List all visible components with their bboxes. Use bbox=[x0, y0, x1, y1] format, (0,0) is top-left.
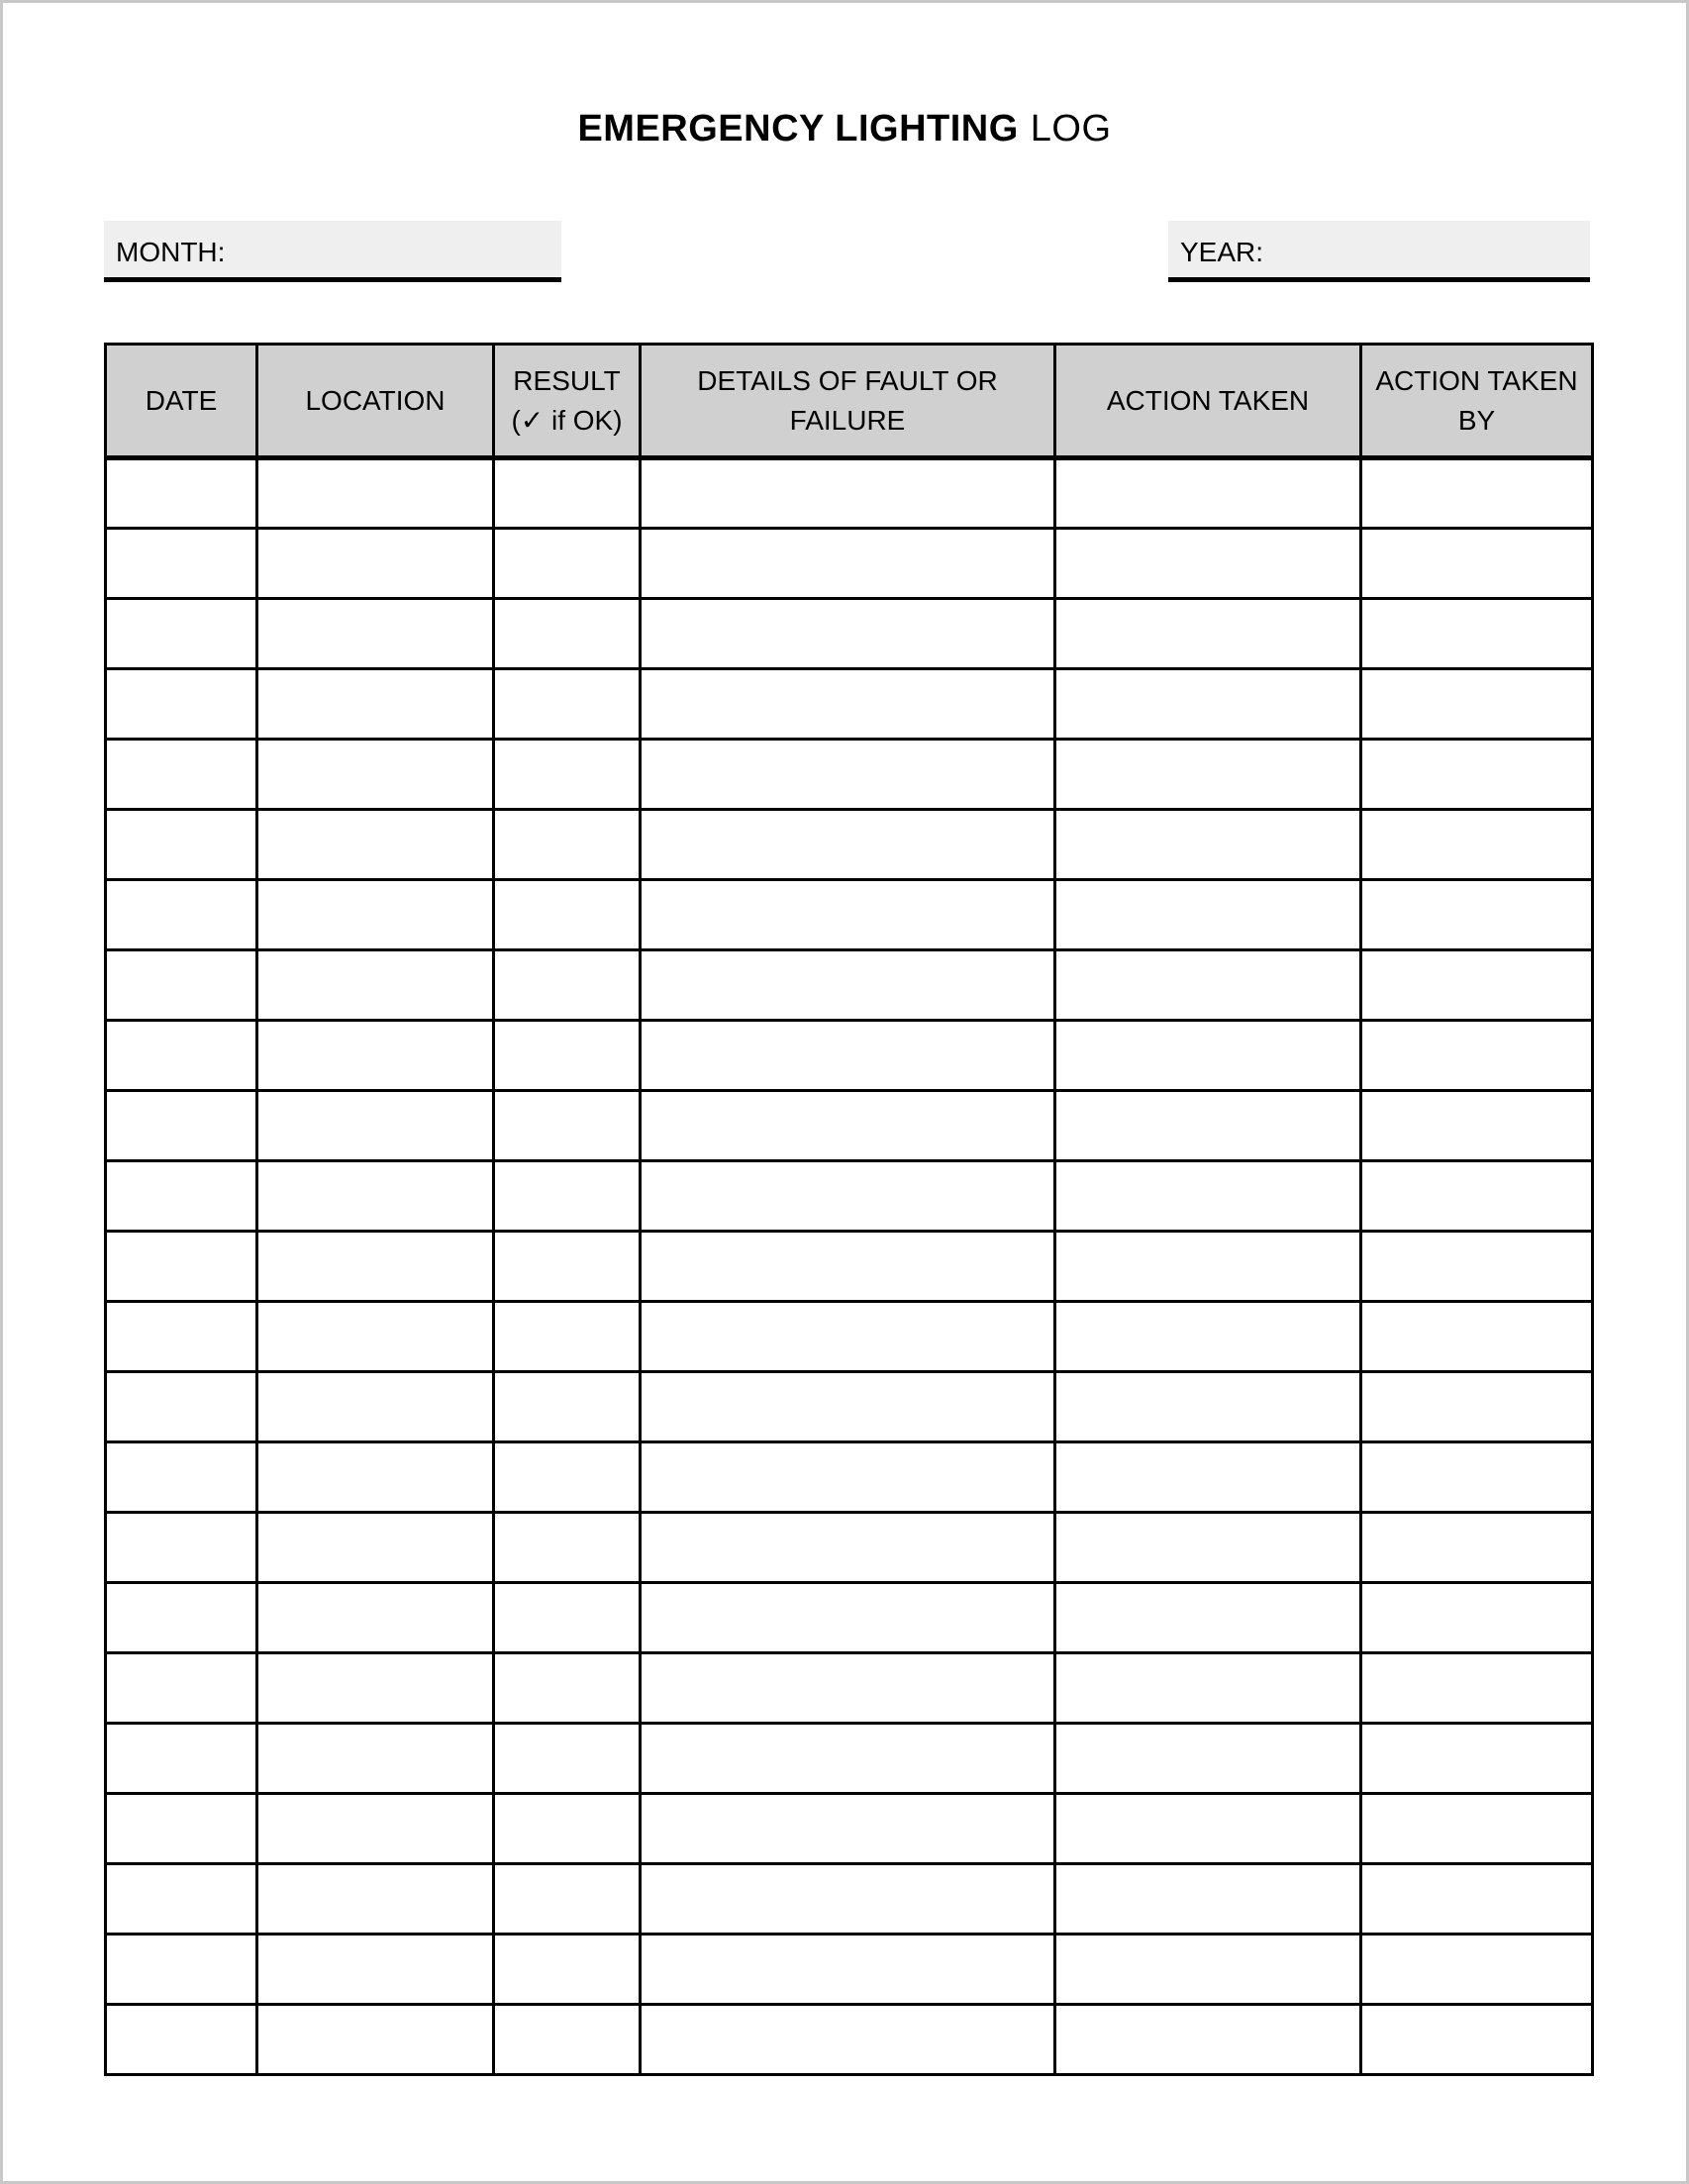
details-cell[interactable] bbox=[641, 1583, 1055, 1653]
result-cell[interactable] bbox=[494, 1232, 641, 1302]
header-location: LOCATION bbox=[257, 345, 494, 458]
action-cell[interactable] bbox=[1055, 1864, 1361, 1935]
details-cell[interactable] bbox=[641, 1372, 1055, 1442]
date-cell[interactable] bbox=[106, 1091, 257, 1161]
location-cell[interactable] bbox=[257, 1864, 494, 1935]
details-cell[interactable] bbox=[641, 1232, 1055, 1302]
details-cell[interactable] bbox=[641, 950, 1055, 1021]
action-by-cell[interactable] bbox=[1361, 1583, 1593, 1653]
result-cell[interactable] bbox=[494, 1372, 641, 1442]
action-by-cell[interactable] bbox=[1361, 1442, 1593, 1513]
date-cell[interactable] bbox=[106, 599, 257, 669]
details-cell[interactable] bbox=[641, 810, 1055, 880]
result-cell[interactable] bbox=[494, 669, 641, 740]
header-result: RESULT (✓ if OK) bbox=[494, 345, 641, 458]
location-cell[interactable] bbox=[257, 1794, 494, 1864]
location-cell[interactable] bbox=[257, 2005, 494, 2075]
location-cell[interactable] bbox=[257, 1372, 494, 1442]
action-cell[interactable] bbox=[1055, 529, 1361, 599]
table-row bbox=[106, 599, 1593, 669]
month-label: MONTH: bbox=[116, 237, 226, 267]
action-by-cell[interactable] bbox=[1361, 740, 1593, 810]
result-cell[interactable] bbox=[494, 1724, 641, 1794]
details-cell[interactable] bbox=[641, 740, 1055, 810]
action-cell[interactable] bbox=[1055, 2005, 1361, 2075]
details-cell[interactable] bbox=[641, 1442, 1055, 1513]
action-cell[interactable] bbox=[1055, 740, 1361, 810]
details-cell[interactable] bbox=[641, 2005, 1055, 2075]
location-cell[interactable] bbox=[257, 529, 494, 599]
action-cell[interactable] bbox=[1055, 1302, 1361, 1372]
result-cell[interactable] bbox=[494, 1583, 641, 1653]
action-by-cell[interactable] bbox=[1361, 599, 1593, 669]
action-cell[interactable] bbox=[1055, 1232, 1361, 1302]
action-cell[interactable] bbox=[1055, 1161, 1361, 1232]
result-cell[interactable] bbox=[494, 1021, 641, 1091]
action-cell[interactable] bbox=[1055, 1935, 1361, 2005]
year-label: YEAR: bbox=[1180, 237, 1264, 267]
action-cell[interactable] bbox=[1055, 1724, 1361, 1794]
details-cell[interactable] bbox=[641, 1513, 1055, 1583]
action-by-cell[interactable] bbox=[1361, 880, 1593, 950]
date-cell[interactable] bbox=[106, 1021, 257, 1091]
action-cell[interactable] bbox=[1055, 1583, 1361, 1653]
date-cell[interactable] bbox=[106, 1653, 257, 1724]
location-cell[interactable] bbox=[257, 1091, 494, 1161]
action-cell[interactable] bbox=[1055, 458, 1361, 529]
location-cell[interactable] bbox=[257, 1232, 494, 1302]
action-by-cell[interactable] bbox=[1361, 1794, 1593, 1864]
table-row bbox=[106, 740, 1593, 810]
date-cell[interactable] bbox=[106, 1232, 257, 1302]
header-details: DETAILS OF FAULT OR FAILURE bbox=[641, 345, 1055, 458]
table-row bbox=[106, 1583, 1593, 1653]
details-cell[interactable] bbox=[641, 1653, 1055, 1724]
action-by-cell[interactable] bbox=[1361, 529, 1593, 599]
details-cell[interactable] bbox=[641, 1935, 1055, 2005]
location-cell[interactable] bbox=[257, 669, 494, 740]
location-cell[interactable] bbox=[257, 1161, 494, 1232]
details-cell[interactable] bbox=[641, 529, 1055, 599]
table-row bbox=[106, 1864, 1593, 1935]
location-cell[interactable] bbox=[257, 1513, 494, 1583]
header-action-taken-by: ACTION TAKEN BY bbox=[1361, 345, 1593, 458]
table-row bbox=[106, 1935, 1593, 2005]
result-cell[interactable] bbox=[494, 880, 641, 950]
date-cell[interactable] bbox=[106, 1935, 257, 2005]
table-row bbox=[106, 950, 1593, 1021]
details-cell[interactable] bbox=[641, 458, 1055, 529]
details-cell[interactable] bbox=[641, 1021, 1055, 1091]
result-cell[interactable] bbox=[494, 2005, 641, 2075]
result-cell[interactable] bbox=[494, 950, 641, 1021]
date-cell[interactable] bbox=[106, 1161, 257, 1232]
date-cell[interactable] bbox=[106, 669, 257, 740]
location-cell[interactable] bbox=[257, 1021, 494, 1091]
result-cell[interactable] bbox=[494, 740, 641, 810]
action-cell[interactable] bbox=[1055, 1794, 1361, 1864]
header-row bbox=[106, 345, 1593, 458]
location-cell[interactable] bbox=[257, 950, 494, 1021]
action-by-cell[interactable] bbox=[1361, 950, 1593, 1021]
date-cell[interactable] bbox=[106, 1583, 257, 1653]
action-by-cell[interactable] bbox=[1361, 2005, 1593, 2075]
location-cell[interactable] bbox=[257, 740, 494, 810]
result-cell[interactable] bbox=[494, 1302, 641, 1372]
details-cell[interactable] bbox=[641, 1724, 1055, 1794]
details-cell[interactable] bbox=[641, 1091, 1055, 1161]
table-row bbox=[106, 1513, 1593, 1583]
table-row bbox=[106, 1091, 1593, 1161]
result-cell[interactable] bbox=[494, 1091, 641, 1161]
action-by-cell[interactable] bbox=[1361, 1935, 1593, 2005]
date-cell[interactable] bbox=[106, 880, 257, 950]
action-by-cell[interactable] bbox=[1361, 669, 1593, 740]
page-title bbox=[3, 108, 1686, 150]
title-bold-part: EMERGENCY LIGHTING bbox=[577, 108, 1019, 149]
date-cell[interactable] bbox=[106, 1864, 257, 1935]
result-cell[interactable] bbox=[494, 1794, 641, 1864]
table-row bbox=[106, 810, 1593, 880]
table-row bbox=[106, 2005, 1593, 2075]
action-by-cell[interactable] bbox=[1361, 1091, 1593, 1161]
date-cell[interactable] bbox=[106, 458, 257, 529]
date-cell[interactable] bbox=[106, 529, 257, 599]
table-row bbox=[106, 880, 1593, 950]
details-cell[interactable] bbox=[641, 1161, 1055, 1232]
date-cell[interactable] bbox=[106, 810, 257, 880]
location-cell[interactable] bbox=[257, 1935, 494, 2005]
action-cell[interactable] bbox=[1055, 880, 1361, 950]
date-cell[interactable] bbox=[106, 1442, 257, 1513]
action-by-cell[interactable] bbox=[1361, 810, 1593, 880]
location-cell[interactable] bbox=[257, 1302, 494, 1372]
table-row bbox=[106, 1302, 1593, 1372]
result-cell[interactable] bbox=[494, 599, 641, 669]
result-cell[interactable] bbox=[494, 1935, 641, 2005]
location-cell[interactable] bbox=[257, 880, 494, 950]
log-body bbox=[106, 458, 1593, 2075]
table-row bbox=[106, 1372, 1593, 1442]
details-cell[interactable] bbox=[641, 1302, 1055, 1372]
header-action-taken: ACTION TAKEN bbox=[1055, 345, 1361, 458]
date-cell[interactable] bbox=[106, 1302, 257, 1372]
action-cell[interactable] bbox=[1055, 950, 1361, 1021]
date-cell[interactable] bbox=[106, 2005, 257, 2075]
table-row bbox=[106, 1021, 1593, 1091]
action-by-cell[interactable] bbox=[1361, 1232, 1593, 1302]
emergency-lighting-log-table bbox=[104, 343, 1594, 2076]
action-by-cell[interactable] bbox=[1361, 1021, 1593, 1091]
action-cell[interactable] bbox=[1055, 1372, 1361, 1442]
month-field[interactable] bbox=[104, 221, 561, 282]
action-cell[interactable] bbox=[1055, 1513, 1361, 1583]
date-cell[interactable] bbox=[106, 1794, 257, 1864]
date-cell[interactable] bbox=[106, 740, 257, 810]
action-cell[interactable] bbox=[1055, 1091, 1361, 1161]
location-cell[interactable] bbox=[257, 599, 494, 669]
table-row bbox=[106, 529, 1593, 599]
table-row bbox=[106, 669, 1593, 740]
table-row bbox=[106, 458, 1593, 529]
year-field[interactable] bbox=[1168, 221, 1590, 282]
table-row bbox=[106, 1442, 1593, 1513]
table-row bbox=[106, 1161, 1593, 1232]
action-cell[interactable] bbox=[1055, 599, 1361, 669]
result-cell[interactable] bbox=[494, 1513, 641, 1583]
result-cell[interactable] bbox=[494, 1442, 641, 1513]
table-row bbox=[106, 1794, 1593, 1864]
table-row bbox=[106, 1232, 1593, 1302]
date-cell[interactable] bbox=[106, 1513, 257, 1583]
action-cell[interactable] bbox=[1055, 669, 1361, 740]
action-by-cell[interactable] bbox=[1361, 1161, 1593, 1232]
details-cell[interactable] bbox=[641, 1794, 1055, 1864]
action-by-cell[interactable] bbox=[1361, 458, 1593, 529]
location-cell[interactable] bbox=[257, 1442, 494, 1513]
result-cell[interactable] bbox=[494, 810, 641, 880]
details-cell[interactable] bbox=[641, 1864, 1055, 1935]
date-cell[interactable] bbox=[106, 950, 257, 1021]
date-cell[interactable] bbox=[106, 1724, 257, 1794]
table-row bbox=[106, 1653, 1593, 1724]
date-cell[interactable] bbox=[106, 1372, 257, 1442]
action-by-cell[interactable] bbox=[1361, 1372, 1593, 1442]
action-cell[interactable] bbox=[1055, 1442, 1361, 1513]
action-cell[interactable] bbox=[1055, 1653, 1361, 1724]
location-cell[interactable] bbox=[257, 1653, 494, 1724]
result-cell[interactable] bbox=[494, 1864, 641, 1935]
action-by-cell[interactable] bbox=[1361, 1513, 1593, 1583]
location-cell[interactable] bbox=[257, 1583, 494, 1653]
details-cell[interactable] bbox=[641, 599, 1055, 669]
action-by-cell[interactable] bbox=[1361, 1653, 1593, 1724]
action-by-cell[interactable] bbox=[1361, 1864, 1593, 1935]
location-cell[interactable] bbox=[257, 1724, 494, 1794]
details-cell[interactable] bbox=[641, 669, 1055, 740]
action-cell[interactable] bbox=[1055, 810, 1361, 880]
action-cell[interactable] bbox=[1055, 1021, 1361, 1091]
result-cell[interactable] bbox=[494, 1161, 641, 1232]
result-cell[interactable] bbox=[494, 1653, 641, 1724]
action-by-cell[interactable] bbox=[1361, 1724, 1593, 1794]
table-row bbox=[106, 1724, 1593, 1794]
location-cell[interactable] bbox=[257, 458, 494, 529]
header-date: DATE bbox=[106, 345, 257, 458]
result-cell[interactable] bbox=[494, 529, 641, 599]
title-light-part: LOG bbox=[1030, 108, 1112, 149]
location-cell[interactable] bbox=[257, 810, 494, 880]
details-cell[interactable] bbox=[641, 880, 1055, 950]
action-by-cell[interactable] bbox=[1361, 1302, 1593, 1372]
result-cell[interactable] bbox=[494, 458, 641, 529]
